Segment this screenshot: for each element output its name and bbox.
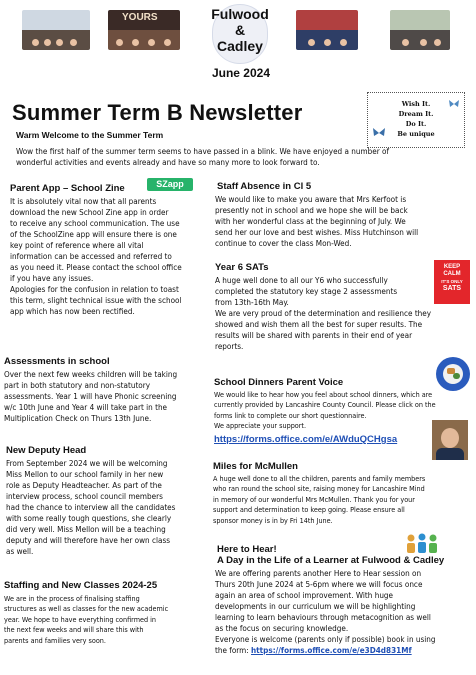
staffing-heading: Staffing and New Classes 2024-25 xyxy=(4,580,158,591)
photo-text: YOURS xyxy=(122,12,158,23)
mcmullen-text: A huge well done to all the children, parents and family members who ran round the school site, raising money for Lancashire Mind in memory of our wonderful Mrs McMullen. Thank you for your support and determination to keep going. Please ensure all sponsor money is in by Fri 14th June. xyxy=(213,474,426,525)
welcome-heading: Warm Welcome to the Summer Term xyxy=(16,130,164,140)
school-name-line2: & xyxy=(234,22,246,38)
header-photo-1 xyxy=(22,10,90,50)
year6-text: A huge well done to all our Y6 who successfully completed the statutory key stage 2 assessments from 13th-16th May. We are very proud of the determination and resilience they showed and wish them all the best for super results. The results will be shared with parents in their end of year reports. xyxy=(215,275,432,351)
header-photo-4 xyxy=(390,10,450,50)
school-name xyxy=(205,6,275,54)
deputy-head-text: From September 2024 we will be welcoming Miss Mellon to our school family in her new role as Deputy Headteacher. As part of the interview process, school council members had the chance to interview all the candidates with some really tough questions, she clearly did very well. Miss Mellon will be a teaching deputy and will therefore have her own class as well. xyxy=(6,458,176,556)
header-photo-2 xyxy=(108,10,180,50)
butterfly-icon xyxy=(372,127,386,139)
staff-portrait xyxy=(432,420,468,460)
dinners-text: We would like to hear how you feel about school dinners, which are currently provided by Lancashire County Council. Please click on the forms link to complete our short questionnaire. We appreciate your support. xyxy=(214,390,436,431)
year6-heading: Year 6 SATs xyxy=(215,262,269,273)
day-in-life-heading: A Day in the Life of a Learner at Fulwood & Cadley xyxy=(217,555,445,566)
mcmullen-heading: Miles for McMullen xyxy=(213,461,298,472)
motto-line: Do It. xyxy=(405,120,427,128)
deputy-head-heading: New Deputy Head xyxy=(6,445,87,456)
welcome-text: Wow the first half of the summer term seems to have passed in a blink. We have enjoyed a number of wonderful activities and events already and have so many more to look forward to. xyxy=(16,146,390,167)
dinners-form-link[interactable]: https://forms.office.com/e/AWduQCHgsa xyxy=(214,434,398,445)
assessments-heading: Assessments in school xyxy=(4,356,110,367)
people-icon xyxy=(405,532,439,556)
here-to-hear-text: We are offering parents another Here to Hear session on Thurs 20th June 2024 at 5-6pm where we will focus once again an area of school improvement. With huge developments in our curriculum we will be highlighting learning to learn behaviours through metacognition as well as the focus on securing knowledge. Everyone is welcome (parents only if possible) book in using xyxy=(215,568,436,644)
school-name-line3: Cadley xyxy=(217,38,263,54)
butterfly-icon xyxy=(448,99,460,109)
assessments-text: Over the next few weeks children will be taking part in both statutory and non-statutory assessments. Year 1 will have Phonic screening w/c 10th June and Year 4 will take part in the Multiplication Check on Thurs 13th June. xyxy=(4,369,178,423)
staff-absence-text: We would like to make you aware that Mrs Kerfoot is presently not in school and we hope she will be back with her wonderful class at the beginning of July. We send her our love and best wishes. Miss Hutchinson will continue to cover the class Mon-Wed. xyxy=(215,194,419,248)
here-to-hear-form-line xyxy=(215,645,470,656)
szapp-logo: SZapp xyxy=(147,178,193,191)
header-photo-3 xyxy=(296,10,358,50)
newsletter-date: June 2024 xyxy=(211,66,271,80)
motto-line: Wish It. xyxy=(401,100,431,108)
here-to-hear-heading: Here to Hear! xyxy=(217,544,277,555)
motto-line: Be unique xyxy=(397,130,435,138)
dinners-heading: School Dinners Parent Voice xyxy=(214,377,344,388)
newsletter-title: Summer Term B Newsletter xyxy=(12,100,303,125)
parent-app-heading: Parent App – School Zine xyxy=(10,183,125,194)
keep-calm-poster: KEEP CALM IT'S ONLY SATS xyxy=(434,260,470,304)
parent-app-text: It is absolutely vital now that all parents download the new School Zine app in order to receive any school communication. The use of the SchoolZine app will ensure there is one key point of reference where all vital information can be accessed and referred to as you need it. Please contact the school office if you have any issues. Apologies for the confusion in relation to toast this term, slight technical issue with the school app which has now been rectified. xyxy=(10,196,182,316)
staffing-text: We are in the process of finalising staffing structures as well as classes for the new academic year. We hope to have everything confirmed in the next few weeks and will share this with parents and families very soon. xyxy=(4,594,169,645)
school-name-line1: Fulwood xyxy=(211,6,269,22)
food-plate-image xyxy=(436,357,470,391)
form-prefix: the form: xyxy=(215,645,251,655)
here-to-hear-form-link[interactable]: https://forms.office.com/e/e3D4d831Mf xyxy=(251,645,412,655)
motto-line: Dream It. xyxy=(398,110,434,118)
staff-absence-heading: Staff Absence in Cl 5 xyxy=(217,181,312,192)
motto-box xyxy=(367,92,465,148)
